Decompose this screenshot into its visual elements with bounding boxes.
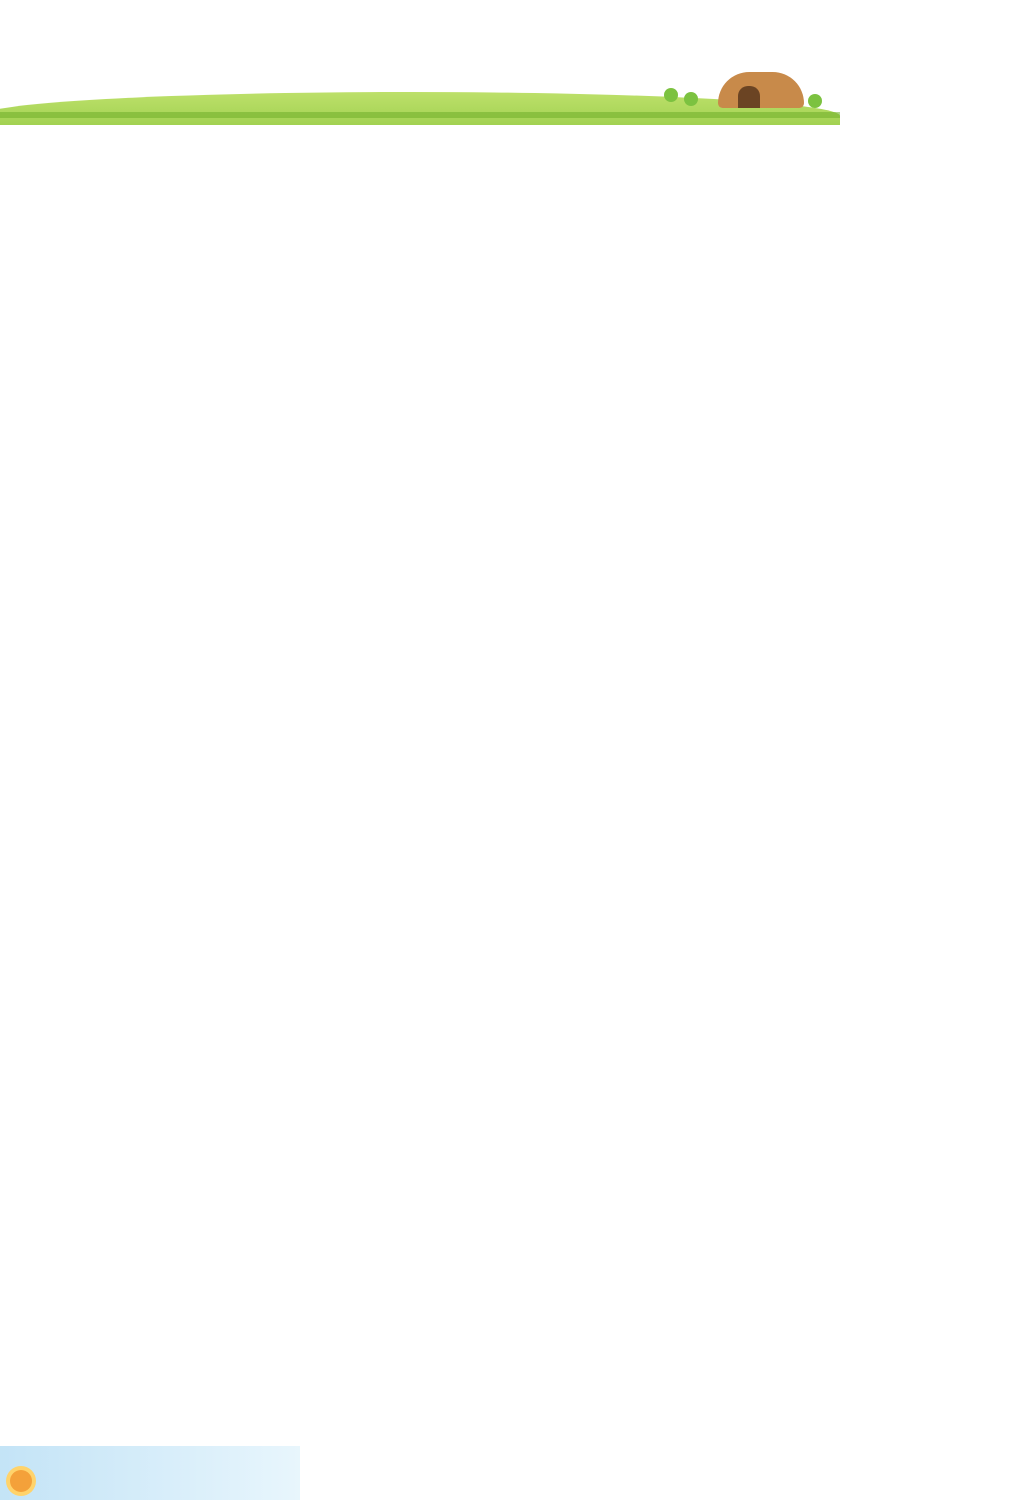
- tree-icon: [664, 88, 678, 102]
- header-banner: [0, 0, 840, 125]
- hut-icon: [718, 72, 804, 108]
- grass-edge: [0, 112, 840, 118]
- grass-hill: [0, 92, 840, 125]
- tree-icon: [808, 94, 822, 108]
- flower-icon: [10, 1470, 32, 1492]
- tree-icon: [684, 92, 698, 106]
- hut-door-icon: [738, 86, 760, 108]
- watermark-bar: [0, 1446, 300, 1500]
